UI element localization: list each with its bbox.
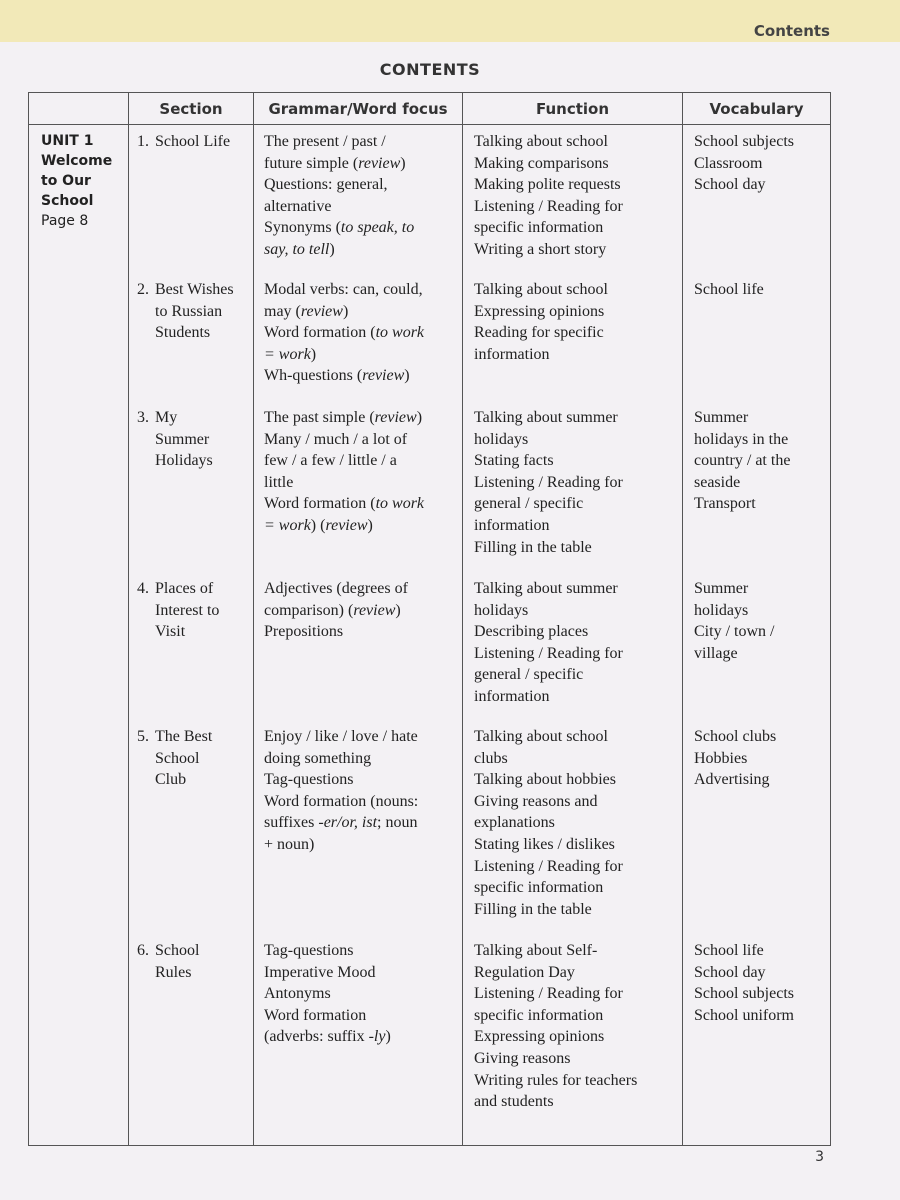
section-title-line: Club — [155, 771, 187, 789]
grammar-entry-line: = work) (review) — [264, 516, 373, 534]
section-title-line: Interest to — [155, 601, 220, 619]
section-entry — [129, 726, 253, 791]
vocabulary-entry-line: village — [694, 644, 738, 662]
vocabulary-entry — [683, 940, 830, 1026]
vocabulary-column — [683, 125, 831, 1146]
function-entry-line: Talking about summer — [474, 409, 618, 426]
grammar-entry-line: say, to tell) — [264, 240, 335, 258]
grammar-entry-line: Antonyms — [264, 985, 331, 1003]
grammar-entry-line: Prepositions — [264, 623, 344, 641]
function-entry-line: Stating likes / dislikes — [474, 835, 615, 853]
unit-column-header — [29, 93, 129, 125]
vocabulary-entry-line: Summer — [694, 580, 749, 597]
function-entry-line: information — [474, 345, 550, 363]
table-row — [29, 125, 831, 1146]
grammar-entry-line: Imperative Mood — [264, 963, 376, 981]
grammar-column-header: Grammar/Word focus — [254, 93, 463, 125]
grammar-entry — [254, 726, 462, 856]
function-entry — [463, 131, 682, 261]
function-entry-line: general / specific — [474, 666, 584, 684]
function-entry-line: Filling in the table — [474, 900, 592, 918]
section-title-line: Visit — [155, 623, 186, 641]
section-title-line: The Best — [155, 728, 213, 745]
grammar-entry-line: Word formation (to work — [264, 324, 425, 342]
function-entry-line: Talking about hobbies — [474, 771, 616, 789]
function-entry-line: Listening / Reading for — [474, 644, 623, 662]
section-title-line: Best Wishes — [155, 281, 234, 298]
function-entry — [463, 279, 682, 365]
section-title-line: Students — [155, 324, 211, 342]
page-title: CONTENTS — [379, 60, 481, 79]
grammar-entry-line: Synonyms (to speak, to — [264, 219, 415, 237]
section-number: 3. — [137, 409, 149, 426]
function-entry-line: Talking about summer — [474, 580, 618, 597]
function-entry-line: general / specific — [474, 495, 584, 513]
header-row — [29, 93, 831, 125]
section-title-line: Places of — [155, 580, 214, 597]
grammar-column — [254, 125, 463, 1146]
function-entry-line: specific information — [474, 1006, 604, 1024]
vocabulary-entry-line: School subjects — [694, 133, 794, 150]
function-entry-line: and students — [474, 1093, 554, 1111]
grammar-entry — [254, 940, 462, 1048]
section-entry — [129, 279, 253, 344]
function-entry-line: Making comparisons — [474, 154, 609, 172]
section-entry — [129, 131, 253, 153]
grammar-entry — [254, 407, 462, 537]
section-title-line: Rules — [155, 963, 192, 981]
grammar-entry-line: Word formation (to work — [264, 495, 425, 513]
vocabulary-entry — [683, 726, 830, 791]
vocabulary-entry-line: Summer — [694, 409, 749, 426]
vocabulary-entry-line: School uniform — [694, 1006, 794, 1024]
grammar-entry-line: = work) — [264, 345, 317, 363]
function-column — [463, 125, 683, 1146]
vocabulary-entry — [683, 578, 830, 664]
grammar-entry-line: suffixes -er/or, ist; noun — [264, 814, 418, 832]
grammar-entry — [254, 279, 462, 387]
vocabulary-entry-line: School life — [694, 942, 764, 959]
function-entry-line: Talking about school — [474, 133, 608, 150]
vocabulary-entry-line: School day — [694, 963, 766, 981]
function-column-header: Function — [463, 93, 683, 125]
function-entry-line: Writing rules for teachers — [474, 1071, 638, 1089]
section-column — [129, 125, 254, 1146]
grammar-entry-line: Questions: general, — [264, 176, 388, 194]
grammar-entry-line: The present / past / — [264, 133, 386, 150]
grammar-entry-line: Tag-questions — [264, 771, 354, 789]
grammar-entry-line: alternative — [264, 197, 332, 215]
function-entry-line: information — [474, 516, 550, 534]
function-entry — [463, 578, 682, 708]
vocabulary-entry-line: Classroom — [694, 154, 763, 172]
contents-table — [28, 92, 831, 1146]
unit-cell — [29, 125, 129, 1146]
function-entry-line: Expressing opinions — [474, 302, 605, 320]
section-title-line: Holidays — [155, 452, 213, 470]
grammar-entry-line: Word formation (nouns: — [264, 792, 419, 810]
function-entry-line: specific information — [474, 219, 604, 237]
unit-title-line: Welcome — [41, 153, 113, 169]
function-entry-line: specific information — [474, 879, 604, 897]
function-entry — [463, 407, 682, 558]
vocabulary-entry-line: holidays — [694, 601, 749, 619]
function-entry-line: clubs — [474, 749, 508, 767]
vocabulary-entry — [683, 279, 830, 301]
vocabulary-column-header: Vocabulary — [683, 93, 831, 125]
function-entry-line: Writing a short story — [474, 240, 607, 258]
section-entry — [129, 940, 253, 983]
grammar-entry-line: Wh-questions (review) — [264, 367, 410, 385]
function-entry-line: Making polite requests — [474, 176, 621, 194]
grammar-entry-line: future simple (review) — [264, 154, 406, 172]
grammar-entry-line: comparison) (review) — [264, 601, 401, 619]
section-title-line: My — [155, 409, 178, 426]
section-title-line: to Russian — [155, 302, 223, 320]
function-entry-line: Listening / Reading for — [474, 985, 623, 1003]
vocabulary-entry-line: seaside — [694, 473, 741, 491]
function-entry-line: Giving reasons — [474, 1049, 571, 1067]
grammar-entry-line: Enjoy / like / love / hate — [264, 728, 418, 745]
grammar-entry-line: few / a few / little / a — [264, 452, 397, 470]
vocabulary-entry — [683, 131, 830, 196]
unit-page-ref: Page 8 — [41, 213, 89, 229]
vocabulary-entry-line: holidays in the — [694, 430, 789, 448]
section-title-line: Summer — [155, 430, 210, 448]
section-number: 1. — [137, 133, 149, 150]
function-entry-line: holidays — [474, 430, 529, 448]
vocabulary-entry-line: City / town / — [694, 623, 775, 641]
section-title-line: School — [155, 942, 200, 959]
function-entry-line: Describing places — [474, 623, 589, 641]
section-title-line: School Life — [155, 133, 231, 150]
grammar-entry — [254, 578, 462, 643]
section-entry — [129, 407, 253, 472]
function-entry-line: Listening / Reading for — [474, 197, 623, 215]
section-number: 6. — [137, 942, 149, 959]
vocabulary-entry-line: School day — [694, 176, 766, 194]
function-entry-line: Stating facts — [474, 452, 554, 470]
page-number: 3 — [815, 1149, 824, 1165]
grammar-entry-line: Adjectives (degrees of — [264, 580, 408, 597]
grammar-entry-line: may (review) — [264, 302, 349, 320]
function-entry-line: Listening / Reading for — [474, 857, 623, 875]
function-entry-line: Filling in the table — [474, 538, 592, 556]
vocabulary-entry-line: Hobbies — [694, 749, 748, 767]
function-entry-line: holidays — [474, 601, 529, 619]
vocabulary-entry — [683, 407, 830, 515]
section-number: 4. — [137, 580, 149, 597]
grammar-entry-line: Many / much / a lot of — [264, 430, 408, 448]
section-number: 5. — [137, 728, 149, 745]
grammar-entry-line: Tag-questions — [264, 942, 354, 959]
grammar-entry-line: doing something — [264, 749, 372, 767]
grammar-entry-line: The past simple (review) — [264, 409, 423, 426]
section-entry — [129, 578, 253, 643]
vocabulary-entry-line: Advertising — [694, 771, 770, 789]
vocabulary-entry-line: School clubs — [694, 728, 777, 745]
function-entry-line: Talking about school — [474, 281, 608, 298]
function-entry-line: explanations — [474, 814, 555, 832]
unit-title-line: to Our — [41, 173, 91, 189]
section-number: 2. — [137, 281, 149, 298]
function-entry — [463, 726, 682, 920]
function-entry-line: Regulation Day — [474, 963, 575, 981]
vocabulary-entry-line: Transport — [694, 495, 756, 513]
function-entry-line: Talking about school — [474, 728, 608, 745]
running-head: Contents — [753, 22, 830, 40]
grammar-entry-line: Modal verbs: can, could, — [264, 281, 423, 298]
grammar-entry-line: + noun) — [264, 835, 315, 853]
function-entry-line: Reading for specific — [474, 324, 604, 342]
grammar-entry-line: Word formation — [264, 1006, 367, 1024]
unit-title-line: School — [41, 193, 94, 209]
function-entry-line: information — [474, 687, 550, 705]
function-entry-line: Giving reasons and — [474, 792, 598, 810]
section-title-line: School — [155, 749, 200, 767]
function-entry-line: Expressing opinions — [474, 1028, 605, 1046]
grammar-entry — [254, 131, 462, 261]
section-column-header: Section — [129, 93, 254, 125]
grammar-entry-line: (adverbs: suffix -ly) — [264, 1028, 391, 1046]
vocabulary-entry-line: School life — [694, 281, 764, 298]
function-entry-line: Listening / Reading for — [474, 473, 623, 491]
function-entry — [463, 940, 682, 1113]
grammar-entry-line: little — [264, 473, 294, 491]
vocabulary-entry-line: School subjects — [694, 985, 794, 1003]
function-entry-line: Talking about Self- — [474, 942, 598, 959]
vocabulary-entry-line: country / at the — [694, 452, 791, 470]
unit-name: UNIT 1 — [41, 133, 94, 149]
